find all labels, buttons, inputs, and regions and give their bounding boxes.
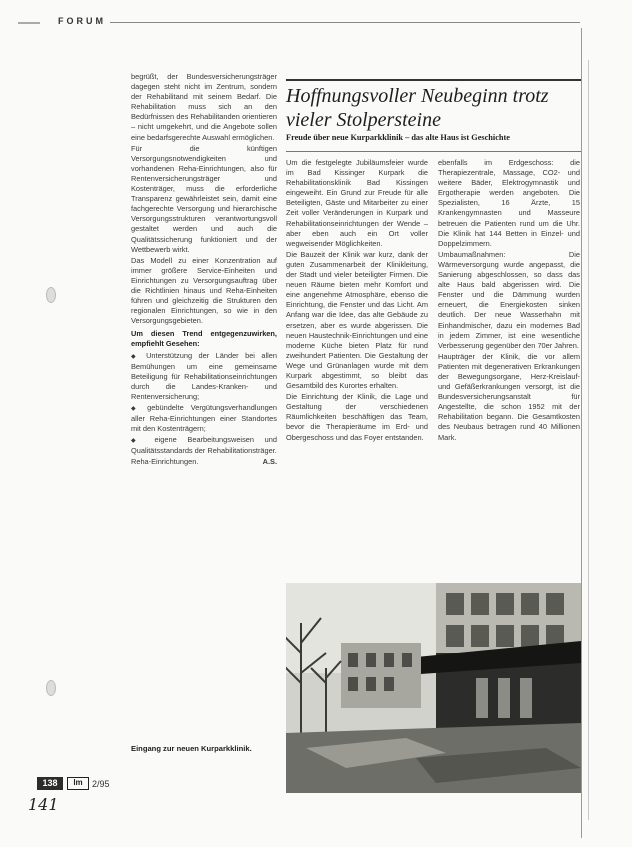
middle-paragraph: Die Bauzeit der Klinik war kurz, dank der guten Zusammenarbeit der Klinikleitung, der Stadt und vieler beteiligter Firmen. Die neuen Räume bieten mehr Komfort und eine angenehme Atmosphäre, ebenso die Einrichtung, die Fenster und das Licht. Am Anfang war die Idee, das alte Gebäude zu ersetzen, aber es wurde abgerissen. Die neuen Haustechnik-Einrichtungen und eine moderne Küche bieten Platz für rund zweihundert Patienten. Die Gestaltung der Wege und Grünanlagen wurde mit dem Kurpark abgestimmt, so bleibt das Gesamtbild des Kurortes erhalten. [286, 249, 428, 391]
clinic-building-photo [286, 583, 581, 793]
left-paragraph: Für die künftigen Versorgungsnotwendigkeiten und vorhandenen Reha-Einrichtungen, also für Rentenversicherungsträger und Kostenträger, muss die erforderliche Transparenz gewährleistet sein, damit eine fachgerechte Versorgung und hierarchische Versorgungsstrukturen verantwortungsvoll gestaltet werden und auch die Qualitätssicherung funktioniert und der Wettbewerb wirkt. [131, 143, 277, 254]
left-subheading: Um diesen Trend entgegenzuwirken, empfiehlt Gesehen: [131, 329, 277, 349]
right-paragraph: Umbaumaßnahmen: Die Wärmeversorgung wurde angepasst, die Sanierung abgeschlossen, so dass das alte Haus bald abgerissen wird. Die Fenster und die Dämmung wurden erneuert, die Energiekosten sinken deutlich. Der neue Wasserhahn mit Einhandmischer, dazu ein modernes Bad in jedem Zimmer, ist eine wesentliche Verbesserung gegenüber den 70er Jahren. [438, 249, 580, 350]
page-number: 138 [37, 777, 63, 790]
subhead-rule [286, 151, 581, 152]
page-edge-rule [581, 28, 582, 838]
issue-number: 2/95 [92, 779, 110, 789]
article-headline: Hoffnungsvoller Neubeginn trotz vieler Stolpersteine [286, 85, 549, 131]
photo-caption: Eingang zur neuen Kurparkklinik. [131, 744, 252, 753]
left-paragraph: Das Modell zu einer Konzentration auf immer größere Service-Einheiten und Einrichtungen zu Versorgungsauftrag über die Richtlinien hinaus und Reha-Einheiten führen und gleichzeitig die Strukturen den regionalen Einrichtungen, so wie in den Versorgungsgebieten. [131, 255, 277, 326]
author-signature: A.S. [262, 457, 277, 467]
left-column [131, 72, 277, 558]
middle-column [286, 158, 428, 570]
right-column [438, 158, 580, 570]
left-bullet: ◆ eigene Bearbeitungsweisen und Qualitätsstandards der Rehabilitationsträger. [131, 435, 277, 456]
middle-paragraph: Die Einrichtung der Klinik, die Lage und Gestaltung der verschiedenen Räumlichkeiten beschäftigen das Team, bevor die Therapieräume im Erd- und Obergeschoss und das Foyer entstanden. [286, 392, 428, 442]
page-edge-rule-inner [588, 60, 589, 820]
handwritten-page-note: 141 [28, 795, 59, 814]
section-label: FORUM [58, 16, 106, 26]
article-subhead: Freude über neue Kurparkklinik – das alte Haus ist Geschichte [286, 133, 510, 142]
right-paragraph: ebenfalls im Erdgeschoss: die Therapiezentrale, Massage, CO2- und weitere Bäder, Elektrogymnastik und Ergotherapie werden angeboten. Die Spezialisten, 16 Ärzte, 15 Krankengymnasten und Masseure betreuen die Patienten rund um die Uhr. Die Klinik hat 144 Betten in Einzel- und Doppelzimmern. [438, 158, 580, 248]
left-bullet: ◆ Unterstützung der Länder bei allen Bemühungen um eine gemeinsame Beteiligung für Rehabilitationseinrichtungen durch die Landes-Kranken- und Rentenversicherung; [131, 351, 277, 402]
left-bullet: ◆ gebündelte Vergütungsverhandlungen aller Reha-Einrichtungen einer Standortes mit den Kostenträgern; [131, 403, 277, 434]
left-closing: Reha-Einrichtungen. A.S. [131, 457, 277, 467]
middle-paragraph: Um die festgelegte Jubiläumsfeier wurde im Bad Kissinger Kurpark die Rehabilitationsklinik Bad Kissingen eingeweiht. Ein Grund zur Freude für alle Beteiligten, Gäste und Mitarbeiter zu einer Zeit voller Veränderungen in Kurpark und Rehabilitationseinrichtungen der Wende – aber eben auch ein Ort voller wegweisender Möglichkeiten. [286, 158, 428, 248]
headline-rule [286, 79, 581, 81]
punch-hole-icon [46, 287, 56, 303]
section-rule [110, 22, 580, 23]
left-paragraph: begrüßt, der Bundesversicherungsträger dagegen steht nicht im Zentrum, sondern der Rehabilitand mit seinem Bedarf. Die Rehabilitation muss sich an den Bedürfnissen des Rehabilitanden orientieren – nicht umgekehrt, und die Angebote sollen eine bedarfsgerechte Auswahl ermöglichen. [131, 72, 277, 142]
binder-mark [18, 22, 40, 24]
right-paragraph: Haupträger der Klinik, die vor allem Patienten mit degenerativen Erkrankungen der Bewegungsorgane, Herz-Kreislauf- und Gefäßerkrankungen versorgt, ist die Bundesversicherungsanstalt für Angestellte, die schon 1952 mit der Rehabilitation begann. Die Gesamtkosten des Neubaus betragen rund 40 Millionen Mark. [438, 351, 580, 442]
punch-hole-icon [46, 680, 56, 696]
magazine-logo: lm [67, 777, 89, 790]
